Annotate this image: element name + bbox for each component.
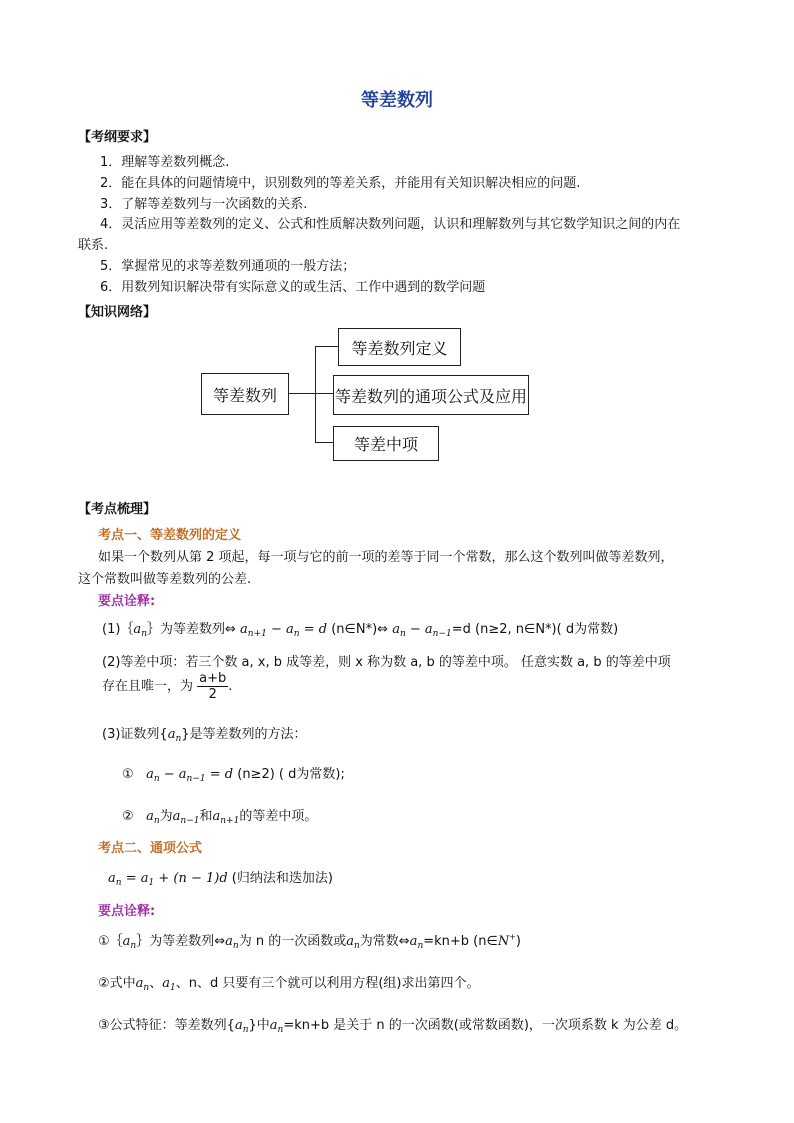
point2-formula: $a_n = a_1 + (n - 1)d$ (归纳法和迭加法) <box>108 871 333 888</box>
page-title: 等差数列 <box>361 90 433 111</box>
section-heading-kaodian: 【考点梳理】 <box>78 502 157 517</box>
point1-note-3: (3)证数列$\{a_n\}$是等差数列的方法： <box>102 727 307 744</box>
kaogang-item-4-cont: 联系. <box>78 238 109 253</box>
point2-yaodian: 要点诠释: <box>98 904 156 919</box>
point2-note-3: ③公式特征：等差数列$\{a_n\}$中$a_n=kn+b$ 是关于 n 的一次函数(或常数函数)，一次项系数 k 为公差 d。 <box>98 1018 688 1035</box>
kaogang-item-1: 1．理解等差数列概念. <box>100 155 230 170</box>
network-child-definition: 等差数列定义 <box>338 328 461 366</box>
kaogang-item-5: 5．掌握常见的求等差数列通项的一般方法； <box>100 259 356 274</box>
kaogang-item-2: 2．能在具体的问题情境中，识别数列的等差关系，并能用有关知识解决相应的问题. <box>100 176 581 191</box>
network-child-general-term: 等差数列的通项公式及应用 <box>333 375 529 415</box>
point1-yaodian: 要点诠释: <box>98 594 156 609</box>
point1-method-1: ① $a_n - a_{n-1} = d$ (n≥2) ( d为常数); <box>122 767 345 784</box>
point1-note-1: $(1)\{a_n\}$为等差数列⇔ $a_{n+1} - a_n = d$ (n∈N*)⇔ $a_n - a_{n-1}=d$ (n≥2, n∈N*)( d为常数) <box>102 622 619 639</box>
kaogang-item-3: 3．了解等差数列与一次函数的关系. <box>100 197 308 212</box>
kaogang-item-6: 6．用数列知识解决带有实际意义的或生活、工作中遇到的数学问题 <box>100 280 486 295</box>
point1-text-1: 如果一个数列从第 2 项起，每一项与它的前一项的差等于同一个常数，那么这个数列叫做等差数列， <box>98 550 674 565</box>
connector-child-1 <box>315 346 338 347</box>
point1-note-2-cont: 存在且唯一，为 $\frac{a+b}{2}$ . <box>102 671 233 702</box>
kaogang-item-4: 4．灵活应用等差数列的定义、公式和性质解决数列问题，认识和理解数列与其它数学知识之间的内在 <box>100 217 681 232</box>
connector-vertical <box>315 346 316 442</box>
point1-note-2: (2)等差中项：若三个数 a, x, b 成等差，则 x 称为数 a, b 的等差中项。 任意实数 a, b 的等差中项 <box>102 655 671 670</box>
network-root-box: 等差数列 <box>201 373 289 415</box>
network-child-mean: 等差中项 <box>333 426 439 461</box>
point2-note-1: $①\{a_n\}$为等差数列$\Leftrightarrow a_n$为 n 的一次函数或$a_n$为常数$\Leftrightarrow a_n=kn+b$ (n∈N+) <box>98 932 521 951</box>
connector-child-3 <box>315 442 333 443</box>
section-heading-network: 【知识网络】 <box>78 305 157 320</box>
point1-title: 考点一、等差数列的定义 <box>98 528 242 543</box>
point2-title: 考点二、通项公式 <box>98 841 203 856</box>
connector-child-2 <box>315 393 333 394</box>
mean-fraction: $\frac{a+b}{2}$ <box>199 671 227 702</box>
point1-text-2: 这个常数叫做等差数列的公差. <box>78 572 252 587</box>
point2-note-2: ②式中$a_n$、$a_1$、n、d 只要有三个就可以利用方程(组)求出第四个。 <box>98 976 480 993</box>
point1-method-2: ② $a_n$为$a_{n-1}$和$a_{n+1}$的等差中项。 <box>122 809 318 826</box>
section-heading-kaogang: 【考纲要求】 <box>78 130 157 145</box>
connector-root <box>288 393 315 394</box>
